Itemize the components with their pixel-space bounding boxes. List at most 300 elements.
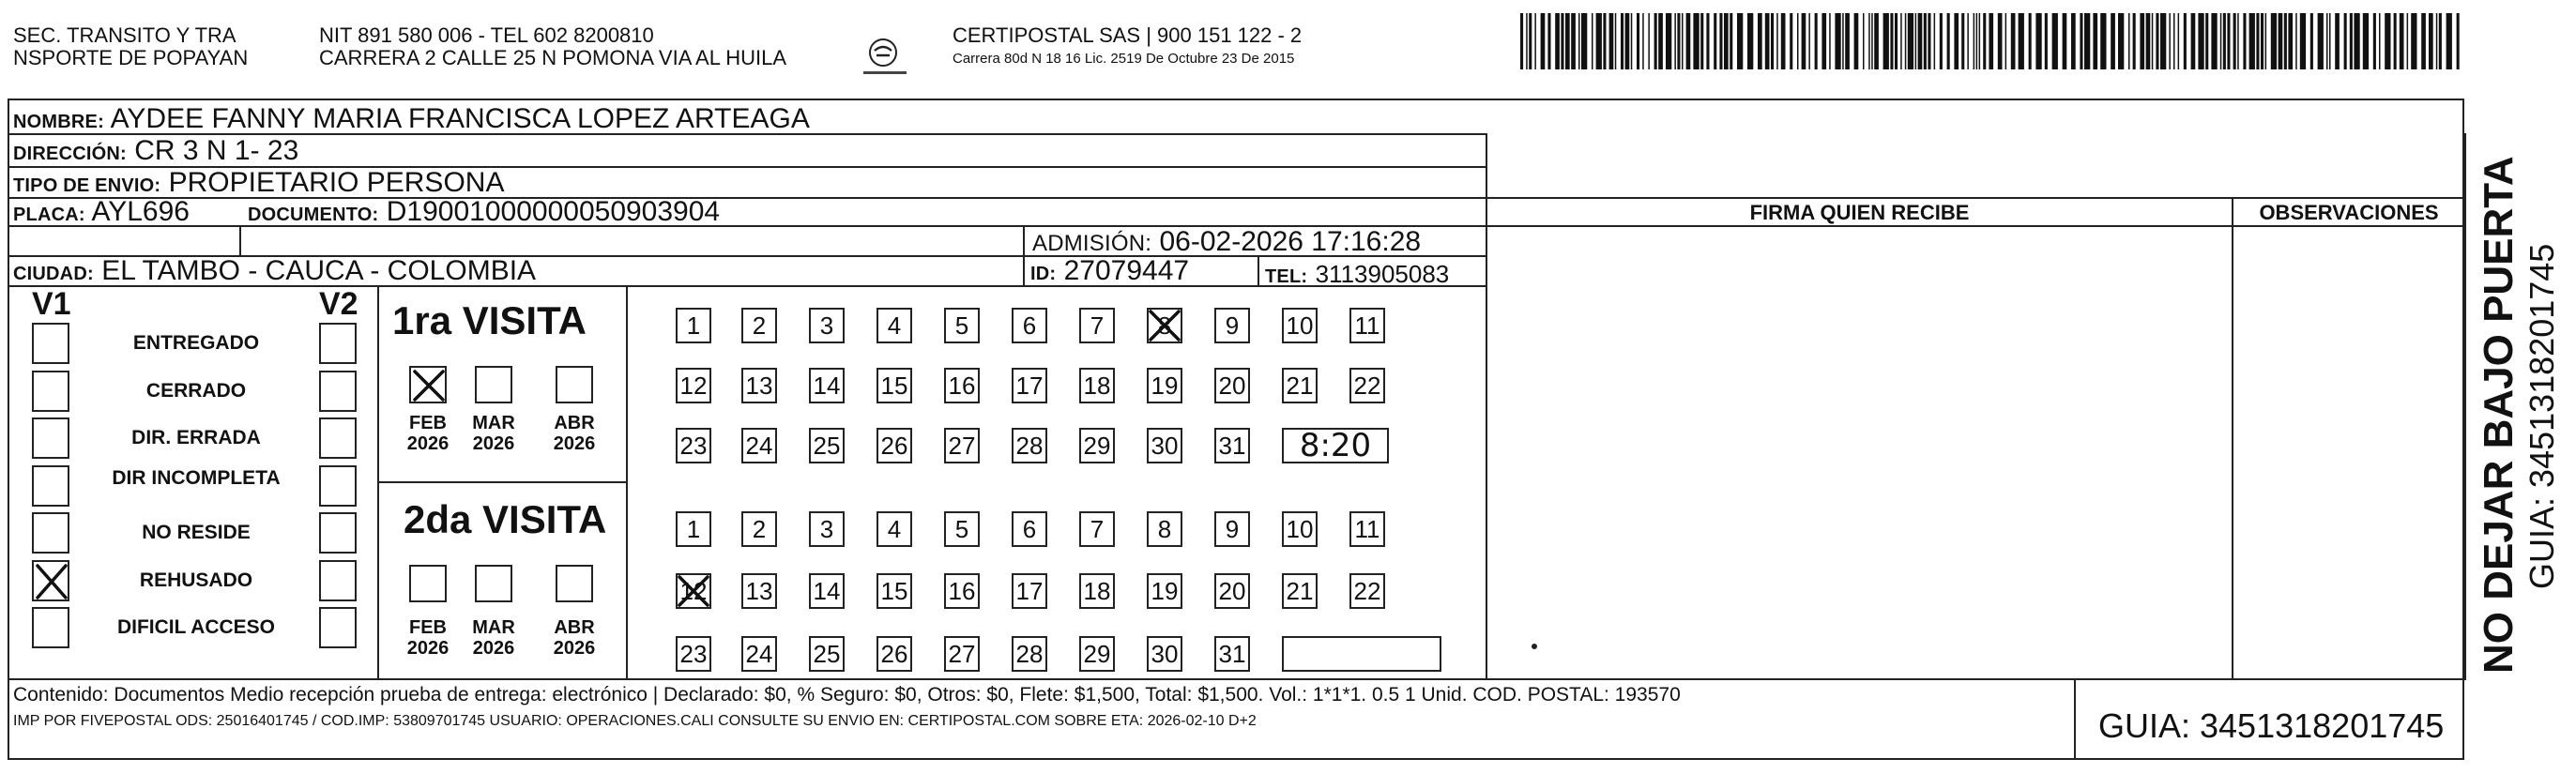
- day-number: 21: [1286, 577, 1314, 605]
- first-visit-title: 1ra VISITA: [392, 298, 587, 342]
- second-visit-day-3[interactable]: [809, 511, 845, 547]
- day-number: 13: [745, 577, 773, 605]
- first-visit-day-4[interactable]: [876, 308, 912, 343]
- barcode-bar: [1908, 13, 1913, 69]
- second-visit-day-17[interactable]: [1012, 573, 1047, 609]
- barcode-bar: [2063, 13, 2067, 69]
- barcode-bar: [2045, 13, 2048, 69]
- barcode-bar: [2220, 13, 2222, 69]
- v1-header: V1: [32, 286, 71, 322]
- second-visit-day-16[interactable]: [944, 573, 980, 609]
- second-visit-day-29[interactable]: [1079, 636, 1115, 672]
- signature-mark: [1532, 644, 1537, 649]
- barcode-bar: [1781, 13, 1786, 69]
- barcode-bar: [1928, 13, 1930, 69]
- first-visit-day-1[interactable]: [676, 308, 711, 343]
- first-visit-day-25[interactable]: [809, 428, 845, 463]
- barcode-bar: [1915, 13, 1917, 69]
- barcode-bar: [1918, 13, 1923, 69]
- day-number: 1: [686, 311, 701, 340]
- barcode-bar: [1719, 13, 1722, 69]
- second-visit-day-25[interactable]: [809, 636, 845, 672]
- day-number: 1: [686, 515, 701, 543]
- year-label: 2026: [553, 638, 596, 659]
- second-visit-day-12[interactable]: [676, 573, 711, 609]
- day-number: 4: [887, 311, 902, 340]
- contenido-line: Contenido: Documentos Medio recepción prueba de entrega: electrónico | Declarado: $0, % Seguro: $0, Otros: $0, Flete: $1,500, Total: $1,500. Vol.: 1*1*1. 0.5 1 Unid. COD. POSTAL: 193570: [13, 684, 1681, 706]
- barcode-bar: [2173, 13, 2175, 69]
- barcode-bar: [2118, 13, 2124, 69]
- barcode-bar: [2093, 13, 2097, 69]
- v1-checkbox-1[interactable]: [32, 371, 69, 412]
- barcode-bar: [1555, 13, 1560, 69]
- first-visit-day-22[interactable]: [1349, 368, 1385, 403]
- barcode-bar: [2457, 13, 2460, 69]
- v2-checkbox-2[interactable]: [319, 417, 357, 459]
- barcode-bar: [2169, 13, 2171, 69]
- barcode-bar: [1924, 13, 1927, 69]
- barcode-bar: [1979, 13, 1981, 69]
- day-number: 19: [1151, 577, 1179, 605]
- barcode-bar: [1625, 13, 1630, 69]
- first-visit-day-11[interactable]: [1349, 308, 1385, 343]
- barcode-bar: [2191, 13, 2196, 69]
- v1-checkbox-2[interactable]: [32, 417, 69, 459]
- barcode-bar: [1534, 13, 1536, 69]
- barcode-bar: [1520, 13, 1523, 69]
- day-number: 2: [752, 311, 767, 340]
- barcode-bar: [2385, 13, 2390, 69]
- barcode-bar: [2363, 13, 2369, 69]
- barcode-bar: [1874, 13, 1879, 69]
- barcode-bar: [2178, 13, 2180, 69]
- barcode-bar: [1808, 13, 1810, 69]
- barcode-bar: [1976, 13, 1978, 69]
- barcode-bar: [2350, 13, 2353, 69]
- day-number: 20: [1218, 372, 1246, 400]
- barcode-bar: [1954, 13, 1959, 69]
- month-year-label: [402, 413, 454, 454]
- barcode-bar: [1998, 13, 2003, 69]
- first-visit-day-18[interactable]: [1079, 368, 1115, 403]
- day-number: 27: [948, 640, 976, 668]
- first-visit-day-26[interactable]: [876, 428, 912, 463]
- barcode-bar: [2211, 13, 2217, 69]
- day-number: 8: [1157, 515, 1172, 543]
- day-number: 23: [679, 640, 708, 668]
- barcode-bar: [1706, 13, 1709, 69]
- first-visit-day-27[interactable]: [944, 428, 980, 463]
- day-number: 3: [819, 311, 834, 340]
- barcode-bar: [1596, 13, 1602, 69]
- v2-checkbox-5[interactable]: [319, 560, 357, 601]
- barcode-bar: [1776, 13, 1778, 69]
- barcode-bar: [1529, 13, 1532, 69]
- barcode-bar: [2156, 13, 2158, 69]
- barcode-bar: [1654, 13, 1657, 69]
- second-visit-day-8[interactable]: [1147, 511, 1182, 547]
- v1-checkbox-6[interactable]: [32, 607, 69, 648]
- barcode-bar: [2379, 13, 2381, 69]
- first-visit-month-mar-checkbox[interactable]: [475, 366, 512, 403]
- tipo-envio-value: PROPIETARIO PERSONA: [168, 167, 505, 198]
- barcode-bar: [2243, 13, 2246, 69]
- month-label: FEB: [409, 617, 447, 638]
- day-number: 31: [1218, 432, 1246, 460]
- barcode-bar: [2326, 13, 2328, 69]
- barcode-bar: [2146, 13, 2151, 69]
- second-visit-month-feb-checkbox[interactable]: [409, 565, 447, 602]
- day-number: 14: [813, 372, 841, 400]
- month-year-label: [548, 413, 601, 454]
- visit-time-value: 8:20: [1299, 427, 1372, 464]
- second-visit-day-6[interactable]: [1012, 511, 1047, 547]
- barcode-bar: [2233, 13, 2236, 69]
- barcode-bar: [1631, 13, 1633, 69]
- barcode-bar: [1790, 13, 1792, 69]
- barcode-bar: [2439, 13, 2442, 69]
- barcode-bar: [2052, 13, 2058, 69]
- day-number: 30: [1151, 640, 1179, 668]
- first-visit-day-15[interactable]: [876, 368, 912, 403]
- second-visit-day-26[interactable]: [876, 636, 912, 672]
- second-visit-day-18[interactable]: [1079, 573, 1115, 609]
- day-number: 12: [679, 577, 708, 605]
- second-visit-day-24[interactable]: [741, 636, 777, 672]
- barcode-bar: [2029, 13, 2032, 69]
- barcode-bar: [1934, 13, 1936, 69]
- first-visit-day-29[interactable]: [1079, 428, 1115, 463]
- first-visit-time-box[interactable]: [1282, 428, 1389, 463]
- barcode-bar: [2071, 13, 2076, 69]
- day-number: 15: [880, 372, 908, 400]
- month-label: ABR: [554, 413, 595, 433]
- barcode-bar: [1666, 13, 1671, 69]
- second-visit-day-15[interactable]: [876, 573, 912, 609]
- carrier-license: Carrera 80d N 18 16 Lic. 2519 De Octubre 23 De 2015: [953, 51, 1295, 67]
- barcode-bar: [1765, 13, 1770, 69]
- admision-value: 06-02-2026 17:16:28: [1159, 226, 1422, 257]
- barcode-bar: [1797, 13, 1799, 69]
- barcode-bar: [1700, 13, 1703, 69]
- first-visit-day-17[interactable]: [1012, 368, 1047, 403]
- barcode-bar: [2223, 13, 2226, 69]
- second-visit-day-30[interactable]: [1147, 636, 1182, 672]
- status-option-label: REHUSADO: [139, 569, 253, 591]
- day-number: 25: [813, 432, 841, 460]
- tel-label: TEL:: [1265, 266, 1308, 287]
- barcode-bar: [1842, 13, 1844, 69]
- barcode-bar: [1771, 13, 1774, 69]
- second-visit-day-23[interactable]: [676, 636, 711, 672]
- month-label: FEB: [409, 413, 447, 433]
- barcode-bar: [1565, 13, 1570, 69]
- check-mark-icon: [411, 368, 447, 408]
- day-number: 25: [813, 640, 841, 668]
- second-visit-day-31[interactable]: [1214, 636, 1250, 672]
- year-label: 2026: [406, 638, 450, 659]
- v1-checkbox-0[interactable]: [32, 323, 69, 364]
- barcode-bar: [1845, 13, 1850, 69]
- first-visit-day-21[interactable]: [1282, 368, 1318, 403]
- barcode-bar: [2446, 13, 2452, 69]
- id-value: 27079447: [1063, 255, 1190, 286]
- day-number: 22: [1353, 372, 1381, 400]
- v2-checkbox-6[interactable]: [319, 607, 357, 648]
- placa-value: AYL696: [91, 196, 190, 227]
- second-visit-day-10[interactable]: [1282, 511, 1318, 547]
- placa-label: PLACA:: [13, 205, 85, 225]
- barcode-bar: [1578, 13, 1580, 69]
- barcode-bar: [1682, 13, 1684, 69]
- barcode-bar: [1961, 13, 1964, 69]
- second-visit-day-5[interactable]: [944, 511, 980, 547]
- barcode-bar: [2400, 13, 2404, 69]
- day-number: 4: [887, 515, 902, 543]
- day-number: 27: [948, 432, 976, 460]
- side-guia-number: GUIA: 3451318201745: [2523, 243, 2561, 589]
- day-number: 24: [745, 432, 773, 460]
- second-visit-day-2[interactable]: [741, 511, 777, 547]
- barcode-bar: [2160, 13, 2166, 69]
- first-visit-day-30[interactable]: [1147, 428, 1182, 463]
- day-number: 12: [679, 372, 708, 400]
- barcode-bar: [1974, 13, 1975, 69]
- barcode-bar: [1871, 13, 1873, 69]
- day-number: 11: [1354, 311, 1380, 340]
- second-visit-month-mar-checkbox[interactable]: [475, 565, 512, 602]
- barcode-bar: [2429, 13, 2433, 69]
- first-visit-day-16[interactable]: [944, 368, 980, 403]
- barcode-bar: [1547, 13, 1550, 69]
- barcode-bar: [1983, 13, 1986, 69]
- v2-checkbox-4[interactable]: [319, 512, 357, 554]
- barcode-bar: [1526, 13, 1528, 69]
- tipo-envio-label: TIPO DE ENVIO:: [13, 175, 161, 196]
- day-number: 18: [1083, 577, 1111, 605]
- barcode-bar: [2111, 13, 2115, 69]
- barcode-bar: [1905, 13, 1907, 69]
- impresion-line: IMP POR FIVEPOSTAL ODS: 25016401745 / COD.IMP: 53809701745 USUARIO: OPERACIONES.CALI CONSULTE SU ENVIO EN: CERTIPOSTAL.COM SOBRE ETA: 2026-02-10 D+2: [13, 713, 1257, 729]
- second-visit-day-22[interactable]: [1349, 573, 1385, 609]
- direccion-value: CR 3 N 1- 23: [134, 135, 299, 166]
- day-number: 19: [1151, 372, 1179, 400]
- barcode-bar: [2100, 13, 2106, 69]
- first-visit-day-28[interactable]: [1012, 428, 1047, 463]
- barcode-bar: [2261, 13, 2264, 69]
- barcode-bar: [2271, 13, 2277, 69]
- month-year-label: [548, 617, 601, 659]
- barcode-bar: [1637, 13, 1639, 69]
- barcode: [1520, 13, 2463, 69]
- first-visit-day-3[interactable]: [809, 308, 845, 343]
- sender-name-line-1: SEC. TRANSITO Y TRA: [13, 23, 236, 47]
- second-visit-day-4[interactable]: [876, 511, 912, 547]
- v1-checkbox-5[interactable]: [32, 560, 69, 601]
- day-number: 9: [1225, 311, 1240, 340]
- day-number: 30: [1151, 432, 1179, 460]
- day-number: 31: [1218, 640, 1246, 668]
- first-visit-day-14[interactable]: [809, 368, 845, 403]
- v2-checkbox-1[interactable]: [319, 371, 357, 412]
- second-visit-day-27[interactable]: [944, 636, 980, 672]
- year-label: 2026: [472, 638, 515, 659]
- barcode-bar: [1821, 13, 1826, 69]
- barcode-bar: [2256, 13, 2259, 69]
- barcode-bar: [2411, 13, 2416, 69]
- day-number: 22: [1353, 577, 1381, 605]
- year-label: 2026: [406, 433, 450, 454]
- id-label: ID:: [1030, 264, 1057, 284]
- first-visit-day-10[interactable]: [1282, 308, 1318, 343]
- barcode-bar: [1609, 13, 1614, 69]
- direccion-label: DIRECCIÓN:: [13, 144, 127, 164]
- day-number: 3: [819, 515, 834, 543]
- day-number: 20: [1218, 577, 1246, 605]
- barcode-bar: [1758, 13, 1762, 69]
- barcode-bar: [1940, 13, 1943, 69]
- barcode-bar: [2300, 13, 2306, 69]
- barcode-bar: [2140, 13, 2144, 69]
- barcode-bar: [2249, 13, 2255, 69]
- first-visit-day-19[interactable]: [1147, 368, 1182, 403]
- day-number: 10: [1286, 515, 1314, 543]
- first-visit-day-13[interactable]: [741, 368, 777, 403]
- second-visit-day-14[interactable]: [809, 573, 845, 609]
- day-number: 17: [1015, 577, 1044, 605]
- ciudad-value: EL TAMBO - CAUCA - COLOMBIA: [101, 255, 537, 286]
- barcode-bar: [2421, 13, 2426, 69]
- second-visit-day-1[interactable]: [676, 511, 711, 547]
- second-visit-title: 2da VISITA: [404, 497, 607, 541]
- day-number: 28: [1015, 432, 1044, 460]
- second-visit-day-11[interactable]: [1349, 511, 1385, 547]
- v1-checkbox-4[interactable]: [32, 512, 69, 554]
- second-visit-day-28[interactable]: [1012, 636, 1047, 672]
- year-label: 2026: [472, 433, 515, 454]
- barcode-bar: [2373, 13, 2376, 69]
- barcode-bar: [1648, 13, 1650, 69]
- first-visit-month-feb-checkbox[interactable]: [409, 366, 447, 403]
- barcode-bar: [1621, 13, 1623, 69]
- second-visit-day-21[interactable]: [1282, 573, 1318, 609]
- day-number: 11: [1354, 515, 1380, 543]
- second-visit-day-7[interactable]: [1079, 511, 1115, 547]
- documento-value: D19001000000050903904: [386, 196, 721, 227]
- barcode-bar: [2284, 13, 2287, 69]
- v2-checkbox-0[interactable]: [319, 323, 357, 364]
- first-visit-day-24[interactable]: [741, 428, 777, 463]
- barcode-bar: [2237, 13, 2239, 69]
- day-number: 2: [752, 515, 767, 543]
- first-visit-day-23[interactable]: [676, 428, 711, 463]
- first-visit-day-6[interactable]: [1012, 308, 1047, 343]
- day-number: 18: [1083, 372, 1111, 400]
- v2-checkbox-3[interactable]: [319, 465, 357, 507]
- barcode-bar: [1724, 13, 1729, 69]
- month-label: MAR: [472, 617, 515, 638]
- day-number: 23: [679, 432, 708, 460]
- status-option-label: NO RESIDE: [142, 522, 251, 543]
- barcode-bar: [2436, 13, 2438, 69]
- barcode-bar: [2035, 13, 2041, 69]
- first-visit-month-abr-checkbox[interactable]: [556, 366, 593, 403]
- nombre-value: AYDEE FANNY MARIA FRANCISCA LOPEZ ARTEAGA: [110, 103, 810, 134]
- status-option-label: CERRADO: [145, 379, 247, 402]
- nombre-label: NOMBRE:: [13, 112, 104, 132]
- barcode-bar: [2394, 13, 2397, 69]
- first-visit-day-20[interactable]: [1214, 368, 1250, 403]
- status-option-label: DIR. ERRADA: [131, 427, 261, 448]
- barcode-bar: [1642, 13, 1644, 69]
- day-number: 13: [745, 372, 773, 400]
- first-visit-day-9[interactable]: [1214, 308, 1250, 343]
- second-visit-day-9[interactable]: [1214, 511, 1250, 547]
- status-option-label: ENTREGADO: [132, 332, 260, 354]
- day-number: 6: [1022, 311, 1037, 340]
- barcode-bar: [2084, 13, 2090, 69]
- barcode-bar: [1571, 13, 1576, 69]
- barcode-bar: [2133, 13, 2136, 69]
- v2-header: V2: [319, 286, 358, 322]
- barcode-bar: [2279, 13, 2283, 69]
- day-number: 7: [1090, 515, 1105, 543]
- second-visit-day-13[interactable]: [741, 573, 777, 609]
- day-number: 5: [954, 515, 969, 543]
- first-visit-day-31[interactable]: [1214, 428, 1250, 463]
- day-number: 29: [1083, 640, 1111, 668]
- year-label: 2026: [553, 433, 596, 454]
- barcode-bar: [2198, 13, 2203, 69]
- barcode-bar: [1693, 13, 1699, 69]
- admision-label: ADMISIÓN:: [1032, 231, 1152, 256]
- barcode-bar: [1895, 13, 1898, 69]
- barcode-bar: [1561, 13, 1563, 69]
- day-number: 15: [880, 577, 908, 605]
- barcode-bar: [1967, 13, 1969, 69]
- barcode-bar: [1686, 13, 1691, 69]
- barcode-bar: [2128, 13, 2130, 69]
- barcode-bar: [1541, 13, 1546, 69]
- first-visit-day-5[interactable]: [944, 308, 980, 343]
- barcode-bar: [1603, 13, 1606, 69]
- first-visit-day-7[interactable]: [1079, 308, 1115, 343]
- first-visit-day-2[interactable]: [741, 308, 777, 343]
- second-visit-time-box[interactable]: [1282, 636, 1441, 672]
- barcode-bar: [1863, 13, 1865, 69]
- month-year-label: [467, 617, 520, 659]
- day-number: 28: [1015, 640, 1044, 668]
- day-number: 7: [1090, 311, 1105, 340]
- second-visit-day-19[interactable]: [1147, 573, 1182, 609]
- barcode-bar: [1747, 13, 1753, 69]
- firma-column-header: FIRMA QUIEN RECIBE: [1749, 201, 1970, 224]
- barcode-bar: [2288, 13, 2293, 69]
- barcode-bar: [2005, 13, 2007, 69]
- barcode-bar: [2354, 13, 2359, 69]
- second-visit-month-abr-checkbox[interactable]: [556, 565, 593, 602]
- sender-name-line-2: NSPORTE DE POPAYAN: [13, 46, 249, 69]
- first-visit-day-12[interactable]: [676, 368, 711, 403]
- day-number: 6: [1022, 515, 1037, 543]
- first-visit-day-8[interactable]: [1147, 308, 1182, 343]
- check-mark-icon: [34, 562, 69, 606]
- barcode-bar: [1900, 13, 1902, 69]
- second-visit-day-20[interactable]: [1214, 573, 1250, 609]
- day-number: 14: [813, 577, 841, 605]
- v1-checkbox-3[interactable]: [32, 465, 69, 507]
- barcode-bar: [2329, 13, 2331, 69]
